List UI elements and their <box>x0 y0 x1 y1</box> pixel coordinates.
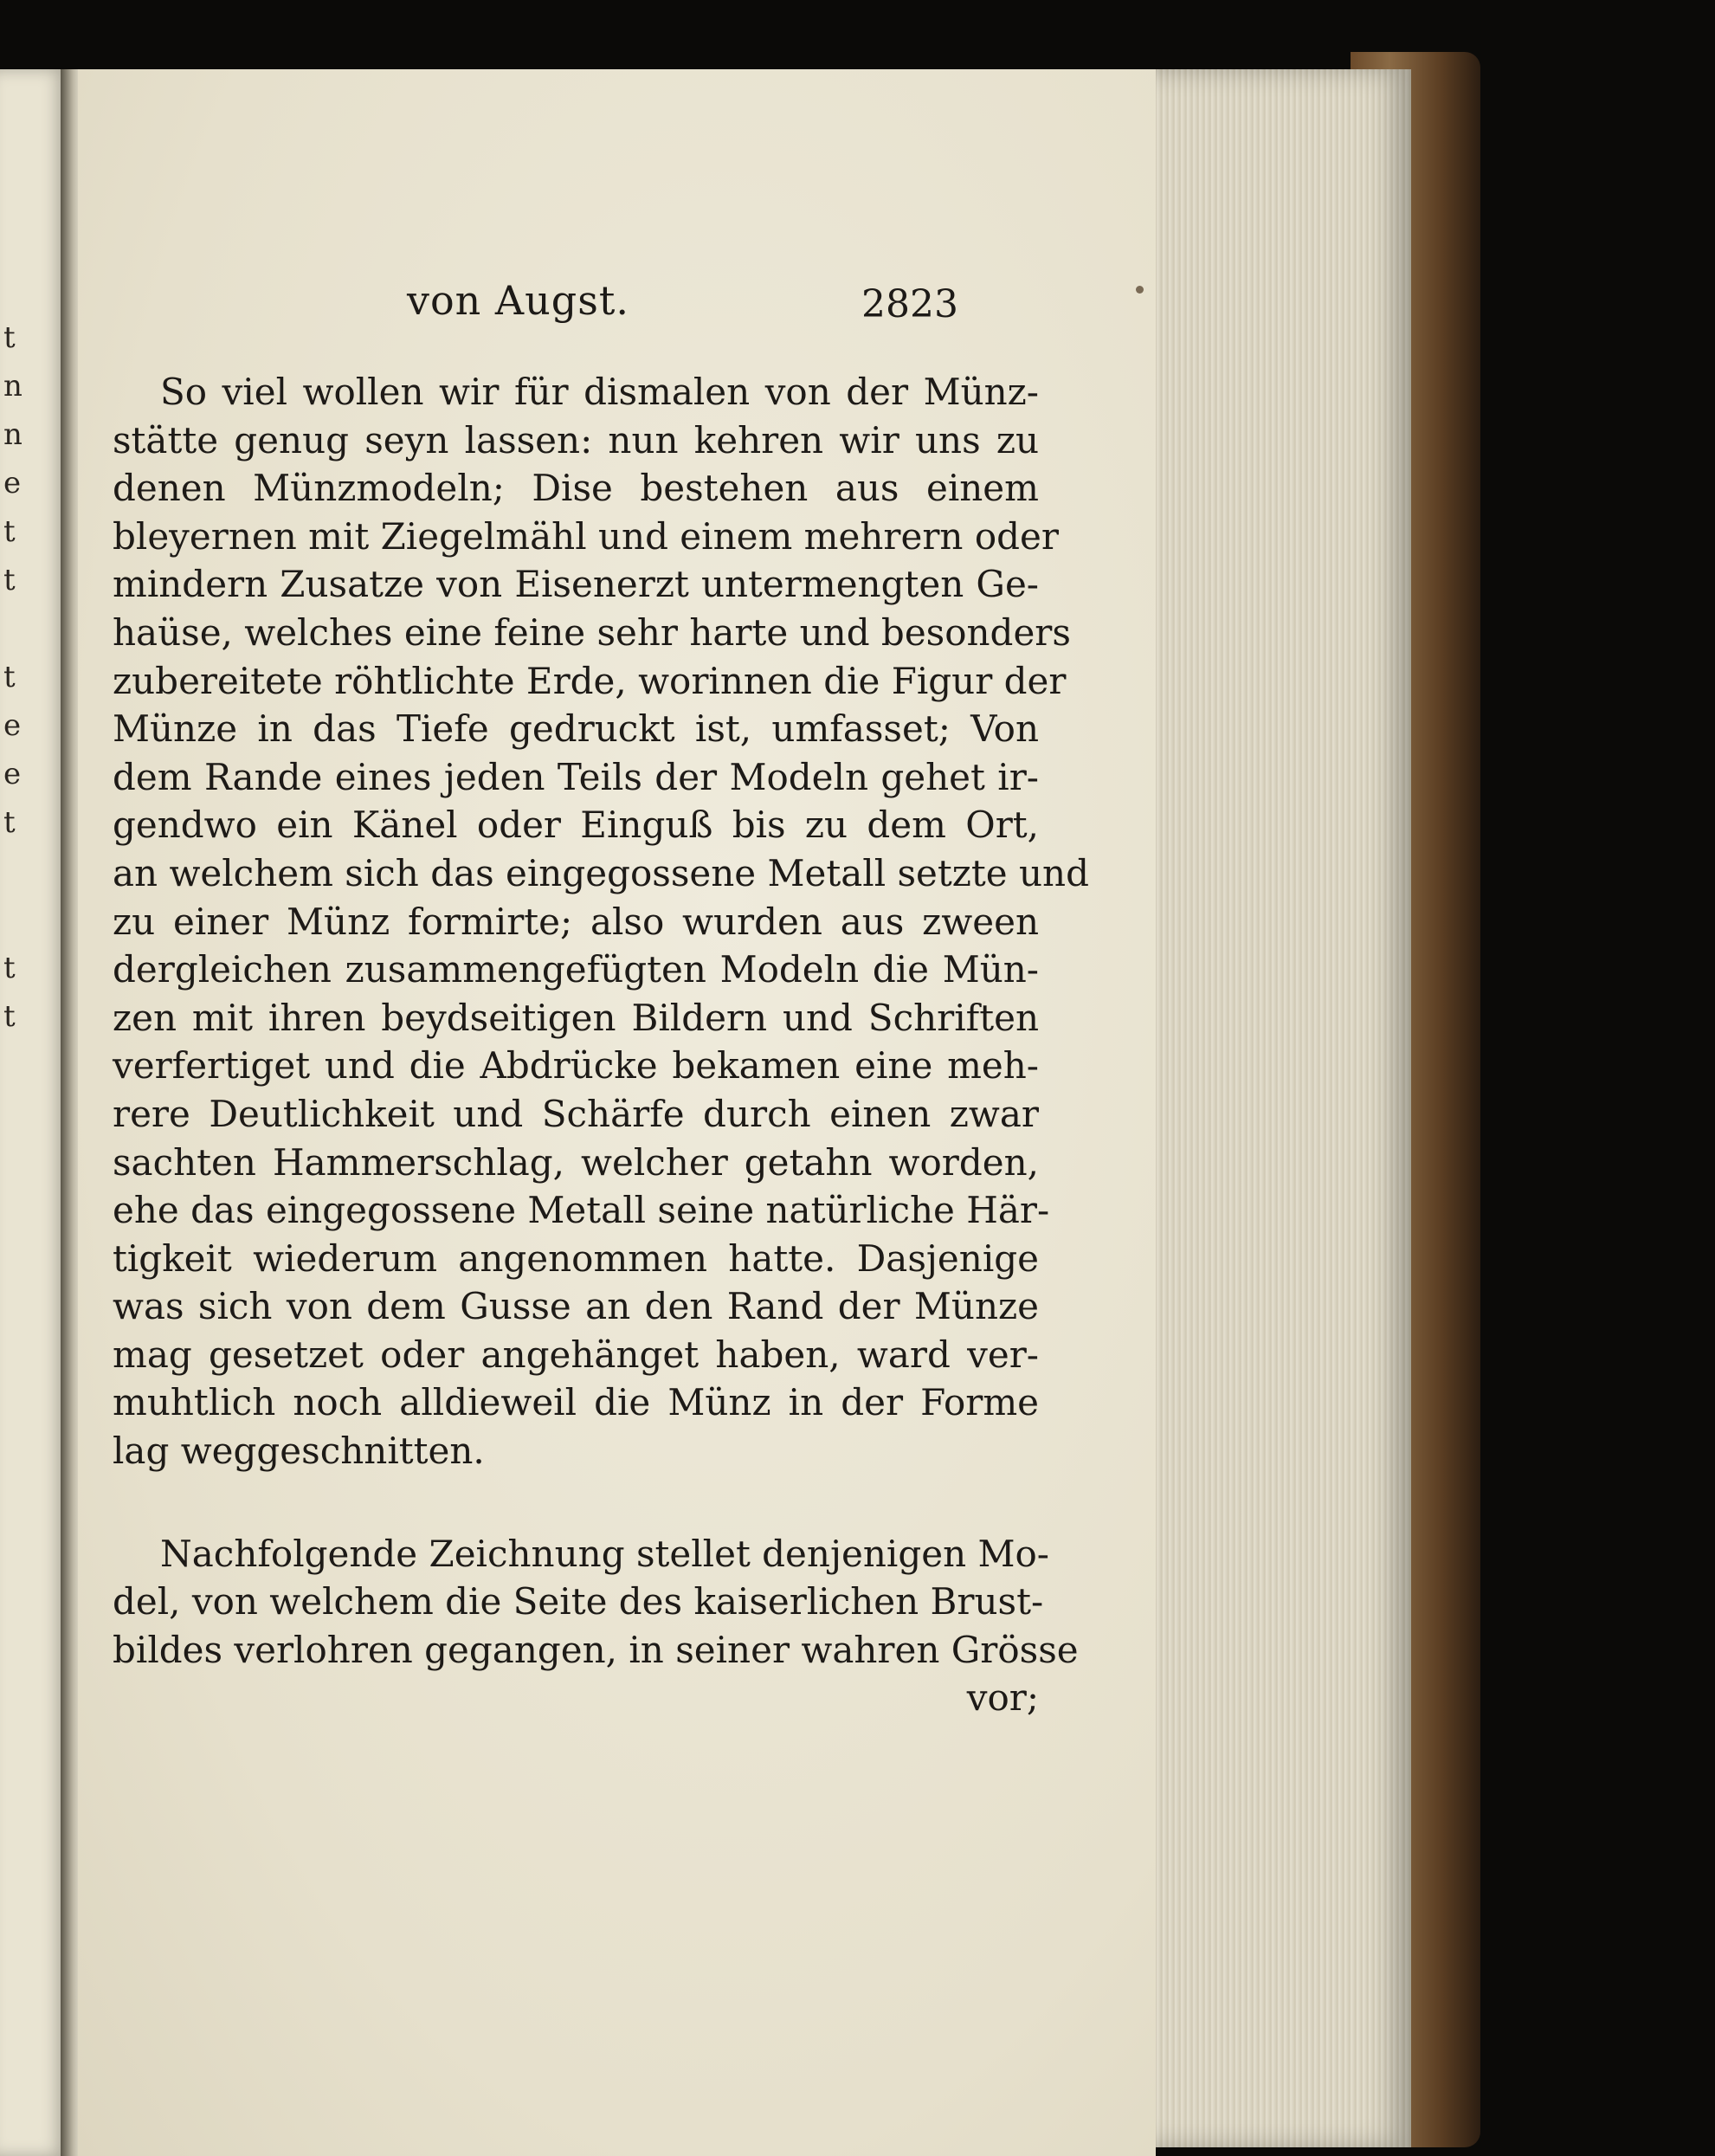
text-line: rere Deutlichkeit und Schärfe durch einen zwar <box>113 1092 1039 1135</box>
body-text <box>113 368 1089 1722</box>
text-line: denen Münzmodeln; Dise bestehen aus einem <box>113 467 1039 510</box>
text-line: So viel wollen wir für dismalen von der Münz- <box>160 371 1039 413</box>
left-page-fragment: e <box>3 708 22 743</box>
text-line: zubereitete röhtlichte Erde, worinnen die Figur der <box>113 659 1067 702</box>
text-line: bleyernen mit Ziegelmähl und einem mehrern oder <box>113 514 1059 558</box>
left-page-fragment: t <box>3 999 16 1034</box>
text-line: mindern Zusatze von Eisenerzt untermengten Ge- <box>113 563 1039 606</box>
text-line: ehe das eingegossene Metall seine natürliche Här- <box>113 1189 1050 1232</box>
text-line: dem Rande eines jeden Teils der Modeln gehet ir- <box>113 755 1039 798</box>
paragraph-1 <box>113 368 1089 1475</box>
left-page-fragment: t <box>3 320 16 355</box>
left-page-fragment: t <box>3 805 16 840</box>
text-line: sachten Hammerschlag, welcher getahn worden, <box>113 1140 1039 1184</box>
book-page <box>78 69 1156 2156</box>
text-line: haüse, welches eine feine sehr harte und besonders <box>113 610 1071 654</box>
text-line: dergleichen zusammengefügten Modeln die Mün- <box>113 948 1039 991</box>
text-line: an welchem sich das eingegossene Metall setzte und <box>113 851 1089 894</box>
left-page-fragment: n <box>3 417 23 452</box>
text-line: was sich von dem Gusse an den Rand der Münze <box>113 1285 1039 1328</box>
left-page-fragment: t <box>3 951 16 985</box>
text-line: gendwo ein Känel oder Einguß bis zu dem Ort, <box>113 804 1039 847</box>
text-line: verfertiget und die Abdrücke bekamen eine meh- <box>113 1044 1039 1088</box>
left-page-sliver <box>0 69 68 2156</box>
text-line: del, von welchem die Seite des kaiserlichen Brust- <box>113 1580 1044 1623</box>
text-line: lag weggeschnitten. <box>113 1430 485 1473</box>
left-page-fragment: e <box>3 466 22 500</box>
text-line: muhtlich noch alldieweil die Münz in der Forme <box>113 1381 1039 1424</box>
text-line: tigkeit wiederum angenommen hatte. Dasjenige <box>113 1236 1039 1280</box>
running-head: von Augst. <box>407 277 629 324</box>
text-line: vor; <box>966 1676 1039 1720</box>
left-page-fragment: e <box>3 757 22 791</box>
page-edges <box>1151 69 1411 2147</box>
text-line: zu einer Münz formirte; also wurden aus zween <box>113 900 1039 943</box>
text-line: bildes verlohren gegangen, in seiner wahren Grösse <box>113 1628 1079 1671</box>
text-line: stätte genug seyn lassen: nun kehren wir uns zu <box>113 418 1039 462</box>
left-page-fragment: t <box>3 514 16 549</box>
text-line: Münze in das Tiefe gedruckt ist, umfasset; Von <box>113 707 1039 751</box>
text-line: Nachfolgende Zeichnung stellet denjenigen Mo- <box>160 1532 1049 1575</box>
paragraph-2 <box>113 1530 1079 1722</box>
text-line: mag gesetzet oder angehänget haben, ward ver- <box>113 1333 1039 1376</box>
page-header <box>78 277 1156 338</box>
left-page-fragment: t <box>3 563 16 597</box>
text-line: zen mit ihren beydseitigen Bildern und Schriften <box>113 996 1039 1039</box>
left-page-fragment: n <box>3 369 23 403</box>
left-page-fragment: t <box>3 660 16 694</box>
page-number: 2823 <box>861 282 958 326</box>
